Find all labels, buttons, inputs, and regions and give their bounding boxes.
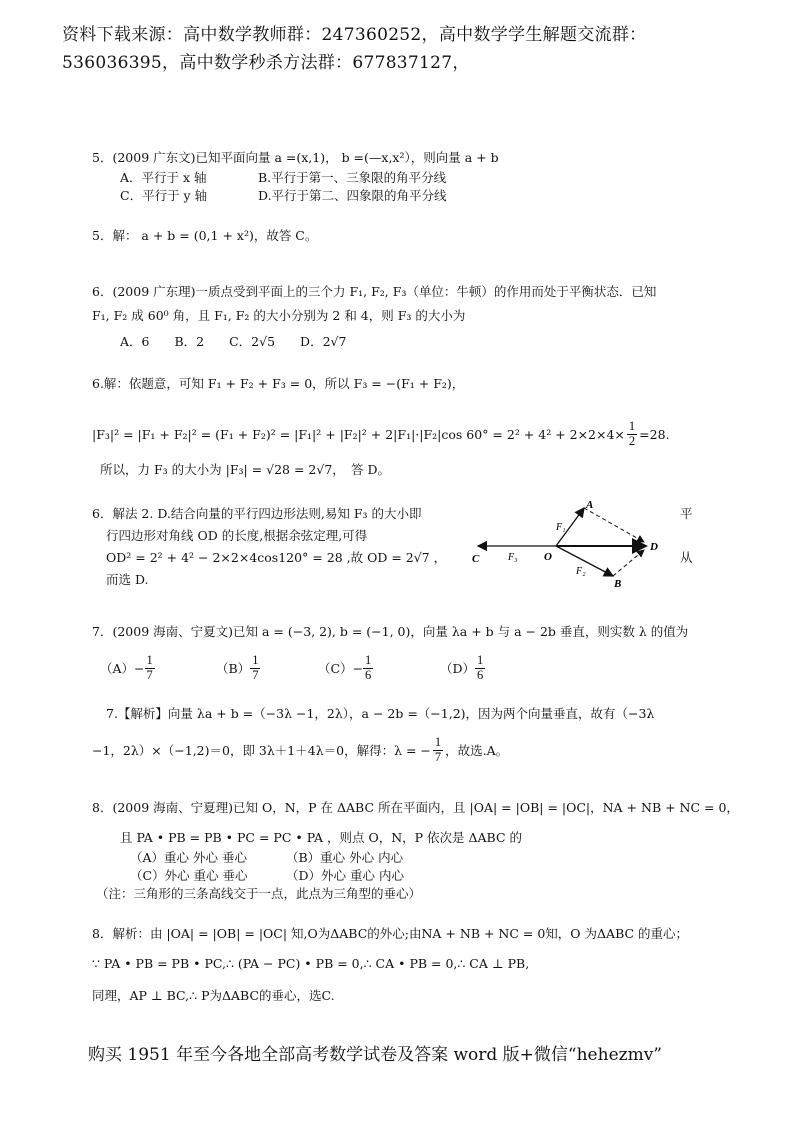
q6-fraction-den: 2 (628, 433, 636, 448)
q6-method2-line-2: 行四边形对角线 OD 的长度,根据余弦定理,可得 (106, 528, 368, 543)
q5-option-d: D.平行于第二、四象限的角平分线 (258, 188, 447, 203)
header-line-2: 536036395，高中数学秒杀方法群：677837127， (62, 53, 470, 73)
q7-b-num: 1 (252, 653, 259, 667)
label-b: B (614, 578, 622, 588)
q6-stem-1: 6．(2009 广东理)一质点受到平面上的三个力 F₁, F₂, F₃（单位：牛顿）的作用而处于平衡状态．已知 (92, 284, 657, 299)
q7-a-den: 7 (146, 667, 153, 682)
label-a: A (586, 499, 594, 511)
q6-method2-line-4: 而选 D. (106, 572, 149, 587)
q8-option-b: （B）重心 外心 内心 (286, 850, 404, 865)
q7-solution-frac (433, 736, 443, 765)
force-parallelogram-diagram (468, 496, 688, 588)
q6-side-char-1: 平 (680, 506, 693, 521)
q6-fraction-num: 1 (628, 419, 636, 433)
q7-option-b (216, 654, 260, 683)
q6-options: A．6 B．2 C．2√5 D．2√7 (120, 334, 347, 349)
q6-fraction-half (627, 420, 637, 449)
q8-stem-1: 8．(2009 海南、宁夏理)已知 O，N，P 在 ΔABC 所在平面内，且 |OA| = |OB| = |OC|，NA + NB + NC = 0， (92, 800, 739, 815)
q6-side-char-2: 从 (680, 550, 693, 565)
q8-option-d: （D）外心 重心 内心 (286, 868, 404, 883)
footer-ad: 购买 1951 年至今各地全部高考数学试卷及答案 word 版+微信“hehezmv” (88, 1045, 662, 1065)
q6-solution-2-end: =28. (639, 426, 670, 442)
q7-solution-2-text: −1，2λ）×（−1,2)＝0，即 3λ＋1＋4λ＝0，解得：λ = − (92, 743, 431, 759)
q5-solution: 5．解： a + b = (0,1 + x²)，故答 C。 (92, 228, 318, 243)
q7-b-den: 7 (252, 667, 259, 682)
q7-solution-2 (92, 736, 508, 765)
q7-option-a-label: （A）− (100, 661, 145, 677)
header-line-1: 资料下载来源：高中数学教师群：247360252，高中数学学生解题交流群： (62, 25, 647, 45)
q6-solution-2-text: |F₃|² = |F₁ + F₂|² = (F₁ + F₂)² = |F₁|² + |F₂|² + 2|F₁|·|F₂|cos 60° = 2² + 4² + 2×2×4× (92, 426, 625, 442)
q7-a-num: 1 (146, 653, 153, 667)
q6-solution-1: 6.解：依题意，可知 F₁ + F₂ + F₃ = 0，所以 F₃ = −(F₁ + F₂)， (92, 376, 465, 391)
q7-option-b-frac (250, 654, 260, 683)
q7-option-a (100, 654, 155, 683)
q7-option-b-label: （B） (216, 661, 251, 677)
label-c: C (472, 553, 480, 565)
label-f3: F₃ (508, 552, 518, 563)
q8-solution-1: 8．解析：由 |OA| = |OB| = |OC| 知,O为ΔABC的外心;由NA + NB + NC = 0知，O 为ΔABC 的重心； (92, 926, 689, 941)
q7-sol-num: 1 (434, 735, 442, 749)
q7-option-c-frac (363, 654, 373, 683)
q5-option-c: C．平行于 y 轴 (120, 188, 208, 203)
q7-d-num: 1 (477, 653, 484, 667)
q8-solution-3: 同理，AP ⊥ BC,∴ P为ΔABC的垂心，选C. (92, 988, 335, 1003)
q8-option-c: （C）外心 重心 垂心 (130, 868, 248, 883)
label-f1: F₁ (556, 522, 566, 533)
label-o: O (544, 551, 552, 563)
q7-option-a-frac (145, 654, 155, 683)
q8-solution-2: ∵ PA • PB = PB • PC,∴ (PA − PC) • PB = 0,∴ CA • PB = 0,∴ CA ⊥ PB, (92, 956, 530, 971)
label-d: D (650, 541, 658, 553)
q8-stem-2: 且 PA • PB = PB • PC = PC • PA ，则点 O，N，P 依次是 ΔABC 的 (120, 830, 522, 845)
q7-option-d (440, 654, 485, 683)
q7-option-c (318, 654, 373, 683)
q5-stem: 5．(2009 广东文)已知平面向量 a =(x,1)， b =(—x,x²），则向量 a + b (92, 150, 499, 165)
q8-option-a: （A）重心 外心 垂心 (130, 850, 247, 865)
q5-option-b: B.平行于第一、三象限的角平分线 (258, 170, 447, 185)
q6-method2-line-1: 6．解法 2. D.结合向量的平行四边形法则,易知 F₃ 的大小即 (92, 506, 422, 521)
q5-option-a: A．平行于 x 轴 (120, 170, 207, 185)
q6-solution-2 (92, 420, 670, 449)
q6-method2-line-3: OD² = 2² + 4² − 2×2×4cos120° = 28 ,故 OD = 2√7 ， (106, 550, 447, 565)
q7-d-den: 6 (477, 667, 484, 682)
q6-solution-3: 所以，力 F₃ 的大小为 |F₃| = √28 = 2√7， 答 D。 (100, 462, 391, 477)
q7-c-num: 1 (365, 653, 372, 667)
dashed-ad (584, 508, 644, 542)
q7-solution-2-end: ，故选.A。 (445, 743, 509, 759)
q7-option-c-label: （C）− (318, 661, 364, 677)
q7-stem: 7．(2009 海南、宁夏文)已知 a = (−3, 2), b = (−1, 0)，向量 λa + b 与 a − 2b 垂直，则实数 λ 的值为 (92, 624, 689, 639)
q7-option-d-frac (475, 654, 485, 683)
q7-c-den: 6 (365, 667, 372, 682)
q7-solution-1: 7.【解析】向量 λa + b =（−3λ −1，2λ），a − 2b =（−1,2)，因为两个向量垂直，故有（−3λ (106, 706, 655, 721)
q7-sol-den: 7 (434, 749, 442, 764)
dashed-bd (613, 550, 644, 576)
q6-stem-2: F₁, F₂ 成 60⁰ 角，且 F₁, F₂ 的大小分别为 2 和 4，则 F₃ 的大小为 (92, 308, 466, 323)
q8-note: （注：三角形的三条高线交于一点，此点为三角型的垂心） (96, 886, 422, 901)
q7-option-d-label: （D） (440, 661, 476, 677)
label-f2: F₂ (576, 566, 586, 577)
